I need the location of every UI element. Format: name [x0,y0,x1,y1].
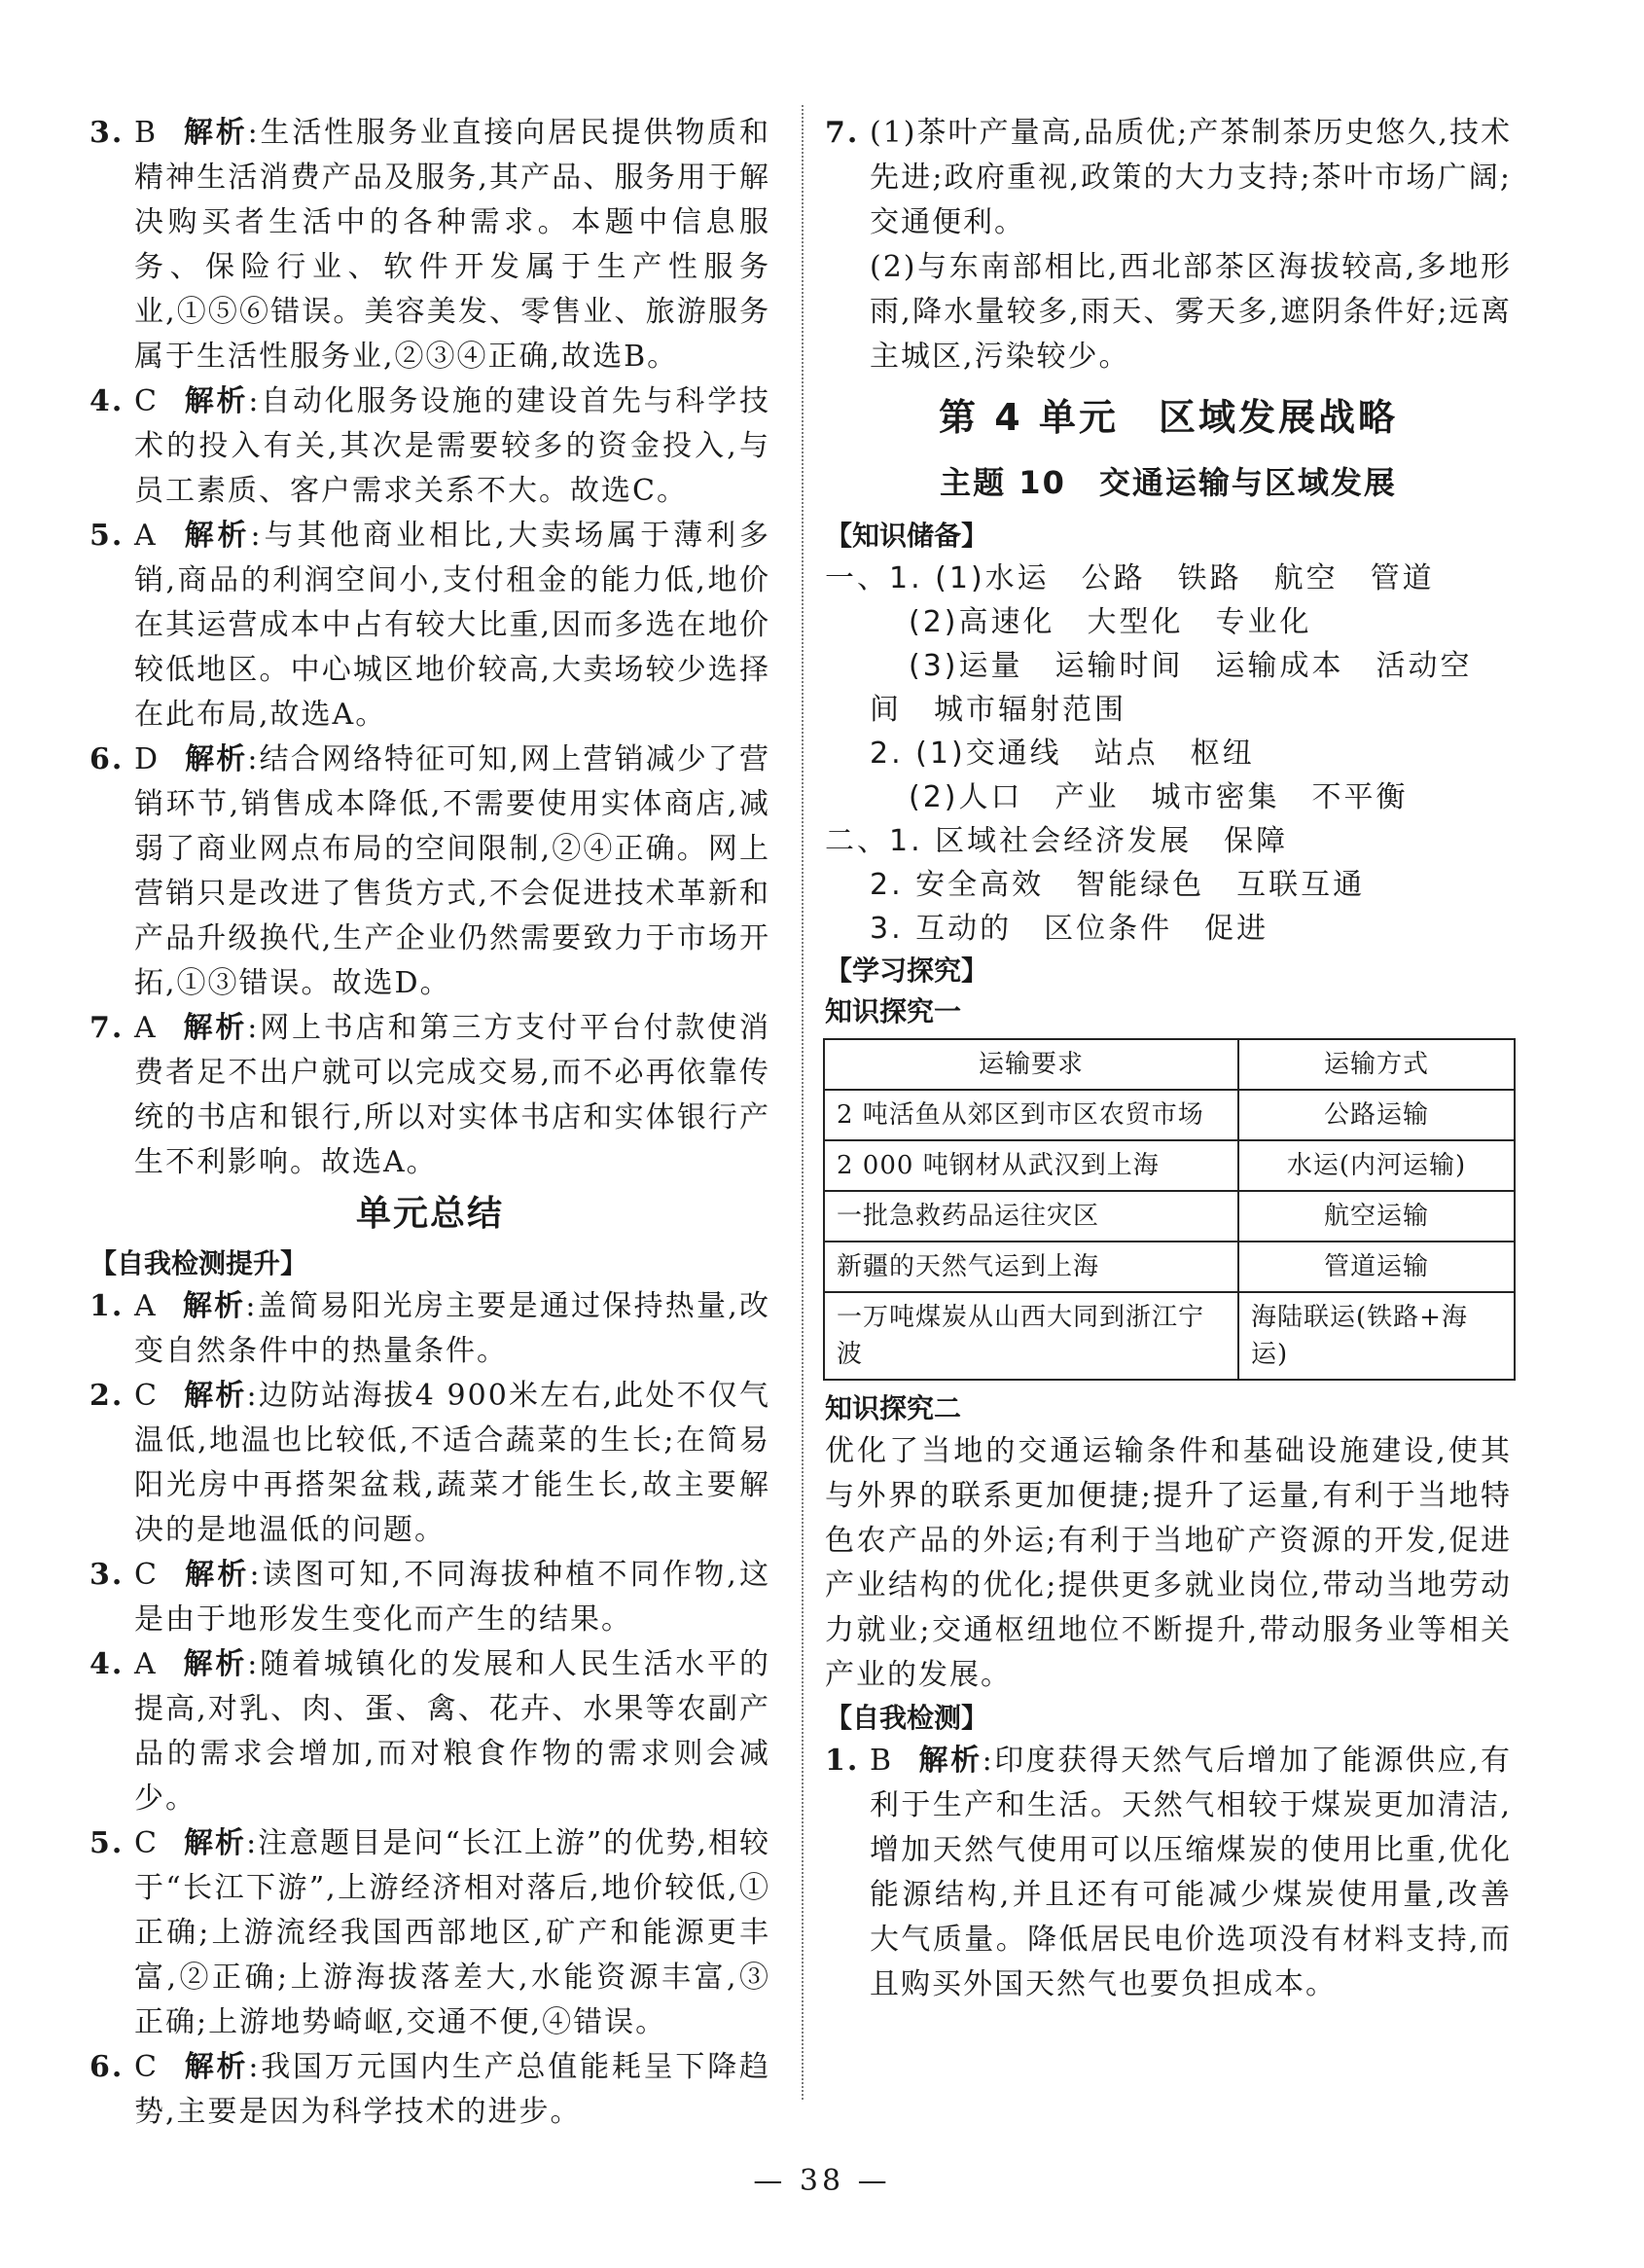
knowledge-line: 二、1. 区域社会经济发展 保障 [825,824,1289,858]
transport-table [823,1038,1516,1381]
topic-title: 主题 10 交通运输与区域发展 [940,464,1397,501]
answer-item-6: 6. D 解析:结合网络特征可知,网上营销减少了营销环节,销售成本降低,不需要使用实体商店,减弱了商业网点布局的空间限制,②④正确。网上营销只是改进了售货方式,不会促进技术革新和产品升级换代,生产企业仍然需要致力于市场开拓,①③错误。故选D。 [89,742,770,1000]
table-row [824,1140,1515,1191]
answer-item-4b: 4. A 解析:随着城镇化的发展和人民生活水平的提高,对乳、肉、蛋、禽、花卉、水果等农副产品的需求会增加,而对粮食作物的需求则会减少。 [89,1647,770,1816]
answer-7-part-1: (1)茶叶产量高,品质优;产茶制茶历史悠久,技术先进;政府重视,政策的大力支持;茶叶市场广阔;交通便利。 [870,116,1512,239]
answer-item-3: 3. B 解析:生活性服务业直接向居民提供物质和精神生活消费产品及服务,其产品、服务用于解决购买者生活中的各种需求。本题中信息服务、保险行业、软件开发属于生产性服务业,①⑤⑥错误。美容美发、零售业、旅游服务属于生活性服务业,②③④正确,故选B。 [89,116,771,374]
answer-item-6b: 6. C 解析:我国万元国内生产总值能耗呈下降趋势,主要是因为科学技术的进步。 [89,2050,771,2129]
table-header-cell: 运输方式 [1238,1039,1515,1090]
knowledge-list [825,557,1512,951]
answer-item-7-essay: 7. (1)茶叶产量高,品质优;产茶制茶历史悠久,技术先进;政府重视,政策的大力支持;茶叶市场广阔;交通便利。 (2)与东南部相比,西北部茶区海拔较高,多地形雨,降水量较多,雨天、雾天多,遮阴条件好;远离主城区,污染较少。 [825,111,1512,379]
answer-7-part-2: (2)与东南部相比,西北部茶区海拔较高,多地形雨,降水量较多,雨天、雾天多,遮阴条件好;远离主城区,污染较少。 [870,250,1512,374]
table-cell: 航空运输 [1238,1191,1515,1242]
explore-2-text: 优化了当地的交通运输条件和基础设施建设,使其与外界的联系更加便捷;提升了运量,有利于当地特色农产品的外运;有利于当地矿产资源的开发,促进产业结构的优化;提供更多就业岗位,带动当地劳动力就业;交通枢纽地位不断提升,带动服务业等相关产业的发展。 [825,1434,1512,1692]
study-heading: 【学习探究】 [825,954,989,987]
answer-item-1: 1. A 解析:盖简易阳光房主要是通过保持热量,改变自然条件中的热量条件。 [89,1289,770,1368]
right-column [825,111,1512,2007]
answer-item-5b: 5. C 解析:注意题目是问“长江上游”的优势,相较于“长江下游”,上游经济相对落后,地价较低,①正确;上游流经我国西部地区,矿产和能源更丰富,②正确;上游海拔落差大,水能资源丰富,③正确;上游地势崎岖,交通不便,④错误。 [89,1826,770,2039]
column-divider [802,105,804,2100]
knowledge-heading: 【知识储备】 [825,520,989,552]
knowledge-line: 2. (1)交通线 站点 枢纽 [870,737,1255,771]
knowledge-line: (2)人口 产业 城市密集 不平衡 [909,780,1409,814]
table-cell: 管道运输 [1238,1242,1515,1292]
page-number: — 38 — [753,2164,891,2198]
table-cell: 一万吨煤炭从山西大同到浙江宁波 [824,1292,1238,1380]
self-check-heading: 【自我检测】 [825,1702,989,1734]
knowledge-line: (3)运量 运输时间 运输成本 活动空 [909,649,1473,683]
section-title: 单元总结 [355,1194,504,1234]
knowledge-line: 一、1. (1)水运 公路 铁路 航空 管道 [825,561,1435,595]
answer-item-7: 7. A 解析:网上书店和第三方支付平台付款使消费者足不出户就可以完成交易,而不必再依靠传统的书店和银行,所以对实体书店和实体银行产生不利影响。故选A。 [89,1011,770,1179]
table-cell: 一批急救药品运往灾区 [824,1191,1238,1242]
explore-1-heading: 知识探究一 [825,995,962,1027]
knowledge-line: (2)高速化 大型化 专业化 [909,605,1312,639]
table-row [824,1090,1515,1140]
answer-item-3b: 3. C 解析:读图可知,不同海拔种植不同作物,这是由于地形发生变化而产生的结果。 [89,1558,770,1637]
left-column [89,111,770,2135]
knowledge-line: 3. 互动的 区位条件 促进 [870,912,1269,946]
table-cell: 2 000 吨钢材从武汉到上海 [824,1140,1238,1191]
answer-item-5: 5. A 解析:与其他商业相比,大卖场属于薄利多销,商品的利润空间小,支付租金的能力低,地价在其运营成本中占有较大比重,因而多选在地价较低地区。中心城区地价较高,大卖场较少选择在此布局,故选A。 [89,519,770,732]
table-row [824,1292,1515,1380]
table-row [824,1242,1515,1292]
table-cell: 新疆的天然气运到上海 [824,1242,1238,1292]
table-header-cell: 运输要求 [824,1039,1238,1090]
table-row [824,1191,1515,1242]
table-header-row [824,1039,1515,1090]
knowledge-line: 间 城市辐射范围 [870,693,1126,727]
answer-item-4: 4. C 解析:自动化服务设施的建设首先与科学技术的投入有关,其次是需要较多的资金投入,与员工素质、客户需求关系不大。故选C。 [89,384,771,508]
table-cell: 2 吨活鱼从郊区到市区农贸市场 [824,1090,1238,1140]
self-test-heading: 【自我检测提升】 [89,1247,308,1279]
unit-title: 第 4 单元 区域发展战略 [939,396,1398,439]
table-cell: 公路运输 [1238,1090,1515,1140]
table-cell: 海陆联运(铁路+海运) [1238,1292,1515,1380]
answer-list-1 [89,111,770,1185]
explore-2-heading: 知识探究二 [825,1392,962,1424]
table-cell: 水运(内河运输) [1238,1140,1515,1191]
answer-item-2: 2. C 解析:边防站海拔4 900米左右,此处不仅气温低,地温也比较低,不适合蔬菜的生长;在简易阳光房中再搭架盆栽,蔬菜才能生长,故主要解决的是地温低的问题。 [89,1379,771,1547]
knowledge-line: 2. 安全高效 智能绿色 互联互通 [870,868,1366,902]
answer-list-2 [89,1284,770,2135]
answer-item-1-right: 1. B 解析:印度获得天然气后增加了能源供应,有利于生产和生活。天然气相较于煤炭更加清洁,增加天然气使用可以压缩煤炭的使用比重,优化能源结构,并且还有可能减少煤炭使用量,改善大气质量。降低居民电价选项没有材料支持,而且购买外国天然气也要负担成本。 [825,1744,1512,2001]
